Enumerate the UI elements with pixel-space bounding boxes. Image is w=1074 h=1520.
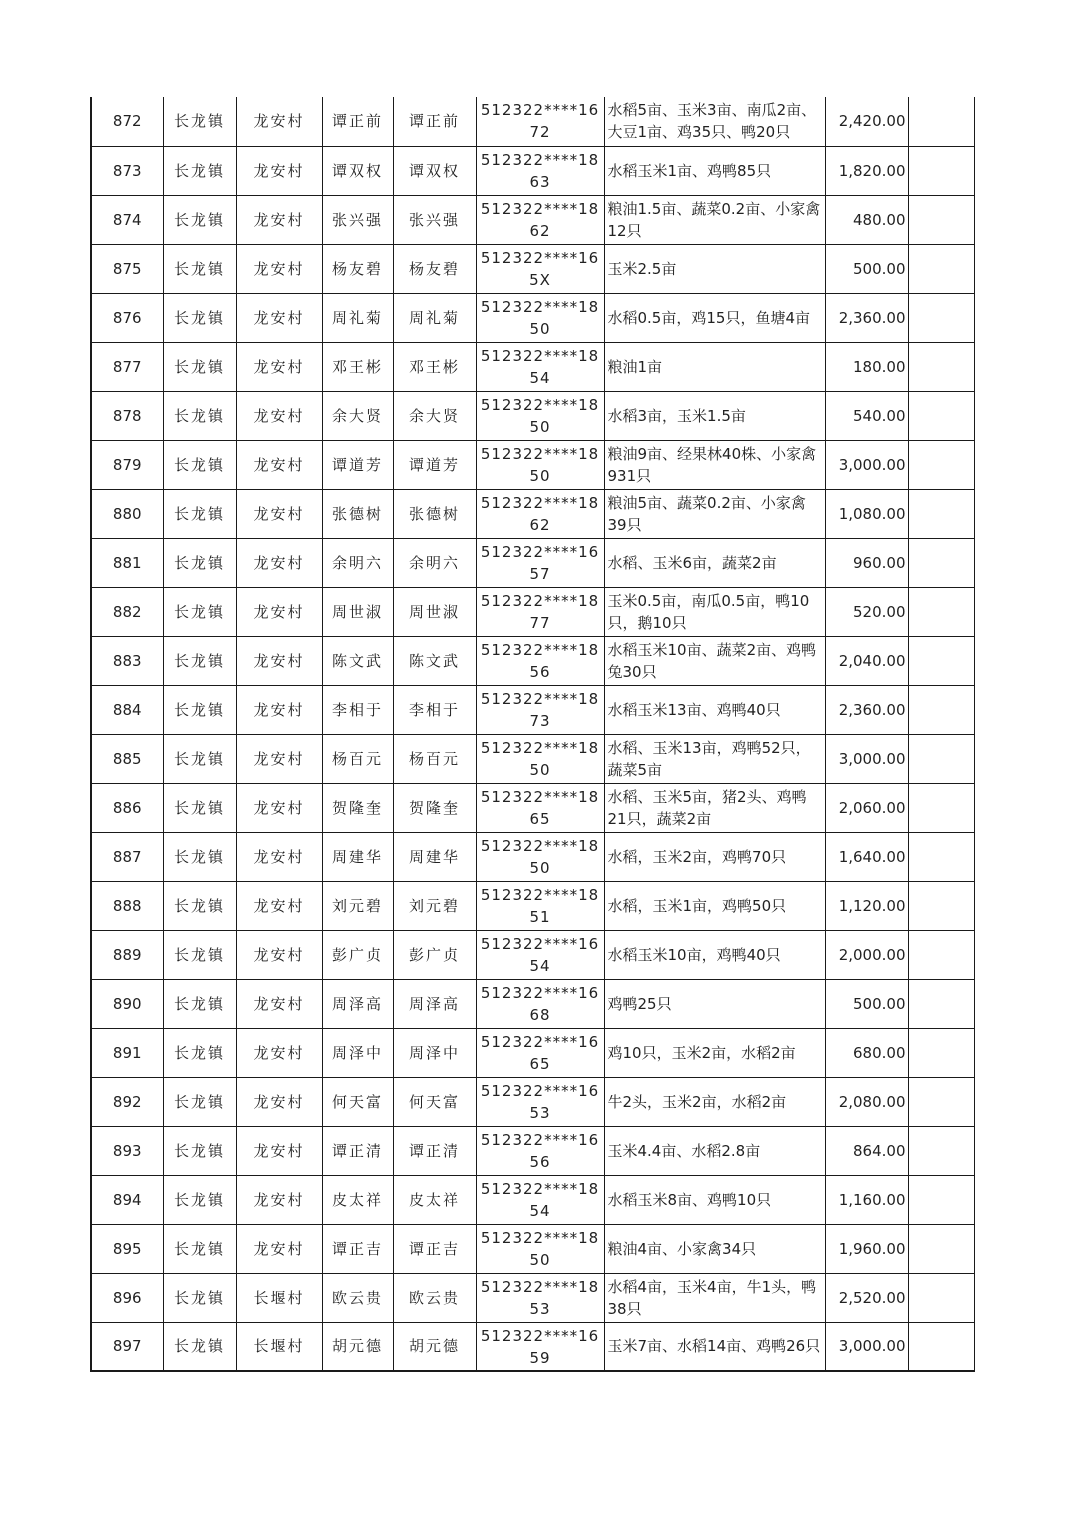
row-number: 879 <box>91 440 163 489</box>
table-row <box>91 881 974 930</box>
village-cell: 龙安村 <box>236 636 322 685</box>
remark-cell <box>908 587 974 636</box>
table-row <box>91 1126 974 1175</box>
village-cell: 长堰村 <box>236 1322 322 1371</box>
amount-cell: 1,080.00 <box>825 489 908 538</box>
village-cell: 龙安村 <box>236 685 322 734</box>
amount-cell: 3,000.00 <box>825 734 908 783</box>
amount-cell: 2,080.00 <box>825 1077 908 1126</box>
amount-cell: 3,000.00 <box>825 440 908 489</box>
amount-cell: 2,420.00 <box>825 97 908 146</box>
name-cell: 贺隆奎 <box>322 783 393 832</box>
village-cell: 龙安村 <box>236 489 322 538</box>
amount-cell: 960.00 <box>825 538 908 587</box>
town-cell: 长龙镇 <box>163 734 236 783</box>
production-description-cell: 玉米4.4亩、水稻2.8亩 <box>604 1126 825 1175</box>
id-number-cell: 512322****1654 <box>476 930 604 979</box>
id-number-cell: 512322****165X <box>476 244 604 293</box>
id-number-cell: 512322****1853 <box>476 1273 604 1322</box>
amount-cell: 1,120.00 <box>825 881 908 930</box>
village-cell: 龙安村 <box>236 1028 322 1077</box>
town-cell: 长龙镇 <box>163 979 236 1028</box>
id-number-cell: 512322****1668 <box>476 979 604 1028</box>
account-holder-cell: 何天富 <box>393 1077 476 1126</box>
remark-cell <box>908 636 974 685</box>
amount-cell: 2,360.00 <box>825 293 908 342</box>
amount-cell: 480.00 <box>825 195 908 244</box>
name-cell: 周建华 <box>322 832 393 881</box>
row-number: 878 <box>91 391 163 440</box>
name-cell: 谭正吉 <box>322 1224 393 1273</box>
village-cell: 龙安村 <box>236 293 322 342</box>
table-row <box>91 195 974 244</box>
id-number-cell: 512322****1856 <box>476 636 604 685</box>
name-cell: 谭道芳 <box>322 440 393 489</box>
table-row <box>91 636 974 685</box>
table-row <box>91 489 974 538</box>
row-number: 874 <box>91 195 163 244</box>
row-number: 877 <box>91 342 163 391</box>
town-cell: 长龙镇 <box>163 1224 236 1273</box>
amount-cell: 520.00 <box>825 587 908 636</box>
id-number-cell: 512322****1862 <box>476 195 604 244</box>
name-cell: 张兴强 <box>322 195 393 244</box>
remark-cell <box>908 783 974 832</box>
table-row <box>91 1322 974 1371</box>
village-cell: 龙安村 <box>236 832 322 881</box>
account-holder-cell: 谭正吉 <box>393 1224 476 1273</box>
village-cell: 龙安村 <box>236 783 322 832</box>
table-row <box>91 1273 974 1322</box>
village-cell: 龙安村 <box>236 1224 322 1273</box>
account-holder-cell: 陈文武 <box>393 636 476 685</box>
row-number: 880 <box>91 489 163 538</box>
village-cell: 龙安村 <box>236 146 322 195</box>
amount-cell: 2,520.00 <box>825 1273 908 1322</box>
town-cell: 长龙镇 <box>163 146 236 195</box>
remark-cell <box>908 97 974 146</box>
amount-cell: 180.00 <box>825 342 908 391</box>
production-description-cell: 水稻玉米8亩、鸡鸭10只 <box>604 1175 825 1224</box>
production-description-cell: 玉米0.5亩，南瓜0.5亩，鸭10只，鹅10只 <box>604 587 825 636</box>
town-cell: 长龙镇 <box>163 587 236 636</box>
production-description-cell: 水稻玉米1亩、鸡鸭85只 <box>604 146 825 195</box>
village-cell: 龙安村 <box>236 538 322 587</box>
remark-cell <box>908 881 974 930</box>
production-description-cell: 水稻0.5亩，鸡15只，鱼塘4亩 <box>604 293 825 342</box>
subsidy-table <box>90 97 975 1372</box>
village-cell: 长堰村 <box>236 1273 322 1322</box>
town-cell: 长龙镇 <box>163 342 236 391</box>
row-number: 893 <box>91 1126 163 1175</box>
remark-cell <box>908 1077 974 1126</box>
id-number-cell: 512322****1865 <box>476 783 604 832</box>
town-cell: 长龙镇 <box>163 440 236 489</box>
row-number: 884 <box>91 685 163 734</box>
town-cell: 长龙镇 <box>163 1077 236 1126</box>
row-number: 894 <box>91 1175 163 1224</box>
table-row <box>91 440 974 489</box>
village-cell: 龙安村 <box>236 881 322 930</box>
id-number-cell: 512322****1854 <box>476 1175 604 1224</box>
production-description-cell: 粮油9亩、经果林40株、小家禽931只 <box>604 440 825 489</box>
name-cell: 彭广贞 <box>322 930 393 979</box>
account-holder-cell: 谭正清 <box>393 1126 476 1175</box>
name-cell: 邓王彬 <box>322 342 393 391</box>
row-number: 876 <box>91 293 163 342</box>
name-cell: 李相于 <box>322 685 393 734</box>
production-description-cell: 水稻5亩、玉米3亩、南瓜2亩、大豆1亩、鸡35只、鸭20只 <box>604 97 825 146</box>
id-number-cell: 512322****1665 <box>476 1028 604 1077</box>
account-holder-cell: 李相于 <box>393 685 476 734</box>
village-cell: 龙安村 <box>236 1175 322 1224</box>
production-description-cell: 水稻，玉米1亩，鸡鸭50只 <box>604 881 825 930</box>
name-cell: 周礼菊 <box>322 293 393 342</box>
remark-cell <box>908 342 974 391</box>
remark-cell <box>908 1273 974 1322</box>
account-holder-cell: 周建华 <box>393 832 476 881</box>
table-row <box>91 97 974 146</box>
town-cell: 长龙镇 <box>163 1175 236 1224</box>
amount-cell: 3,000.00 <box>825 1322 908 1371</box>
account-holder-cell: 邓王彬 <box>393 342 476 391</box>
name-cell: 余明六 <box>322 538 393 587</box>
id-number-cell: 512322****1850 <box>476 391 604 440</box>
table-row <box>91 783 974 832</box>
name-cell: 谭双权 <box>322 146 393 195</box>
production-description-cell: 水稻玉米10亩，鸡鸭40只 <box>604 930 825 979</box>
name-cell: 何天富 <box>322 1077 393 1126</box>
town-cell: 长龙镇 <box>163 685 236 734</box>
name-cell: 胡元德 <box>322 1322 393 1371</box>
name-cell: 陈文武 <box>322 636 393 685</box>
name-cell: 周泽中 <box>322 1028 393 1077</box>
amount-cell: 2,360.00 <box>825 685 908 734</box>
id-number-cell: 512322****1850 <box>476 734 604 783</box>
row-number: 875 <box>91 244 163 293</box>
village-cell: 龙安村 <box>236 979 322 1028</box>
id-number-cell: 512322****1873 <box>476 685 604 734</box>
row-number: 891 <box>91 1028 163 1077</box>
id-number-cell: 512322****1877 <box>476 587 604 636</box>
row-number: 885 <box>91 734 163 783</box>
account-holder-cell: 刘元碧 <box>393 881 476 930</box>
row-number: 889 <box>91 930 163 979</box>
town-cell: 长龙镇 <box>163 1273 236 1322</box>
remark-cell <box>908 195 974 244</box>
table-row <box>91 734 974 783</box>
row-number: 892 <box>91 1077 163 1126</box>
production-description-cell: 粮油5亩、蔬菜0.2亩、小家禽39只 <box>604 489 825 538</box>
village-cell: 龙安村 <box>236 97 322 146</box>
row-number: 873 <box>91 146 163 195</box>
village-cell: 龙安村 <box>236 734 322 783</box>
name-cell: 杨友碧 <box>322 244 393 293</box>
account-holder-cell: 谭正前 <box>393 97 476 146</box>
account-holder-cell: 余大贤 <box>393 391 476 440</box>
account-holder-cell: 胡元德 <box>393 1322 476 1371</box>
row-number: 872 <box>91 97 163 146</box>
account-holder-cell: 余明六 <box>393 538 476 587</box>
name-cell: 谭正前 <box>322 97 393 146</box>
name-cell: 杨百元 <box>322 734 393 783</box>
account-holder-cell: 周礼菊 <box>393 293 476 342</box>
production-description-cell: 水稻、玉米6亩，蔬菜2亩 <box>604 538 825 587</box>
name-cell: 周世淑 <box>322 587 393 636</box>
table-row <box>91 146 974 195</box>
remark-cell <box>908 293 974 342</box>
town-cell: 长龙镇 <box>163 538 236 587</box>
table-body <box>91 97 974 1371</box>
table-row <box>91 1224 974 1273</box>
village-cell: 龙安村 <box>236 391 322 440</box>
town-cell: 长龙镇 <box>163 636 236 685</box>
account-holder-cell: 张德树 <box>393 489 476 538</box>
account-holder-cell: 杨友碧 <box>393 244 476 293</box>
remark-cell <box>908 979 974 1028</box>
id-number-cell: 512322****1862 <box>476 489 604 538</box>
table-row <box>91 391 974 440</box>
id-number-cell: 512322****1854 <box>476 342 604 391</box>
village-cell: 龙安村 <box>236 1126 322 1175</box>
account-holder-cell: 张兴强 <box>393 195 476 244</box>
town-cell: 长龙镇 <box>163 195 236 244</box>
id-number-cell: 512322****1850 <box>476 293 604 342</box>
row-number: 882 <box>91 587 163 636</box>
production-description-cell: 牛2头，玉米2亩，水稻2亩 <box>604 1077 825 1126</box>
row-number: 890 <box>91 979 163 1028</box>
account-holder-cell: 周世淑 <box>393 587 476 636</box>
amount-cell: 1,160.00 <box>825 1175 908 1224</box>
table-row <box>91 244 974 293</box>
account-holder-cell: 彭广贞 <box>393 930 476 979</box>
production-description-cell: 粮油1.5亩、蔬菜0.2亩、小家禽12只 <box>604 195 825 244</box>
account-holder-cell: 周泽高 <box>393 979 476 1028</box>
amount-cell: 1,960.00 <box>825 1224 908 1273</box>
amount-cell: 540.00 <box>825 391 908 440</box>
table-row <box>91 293 974 342</box>
amount-cell: 2,000.00 <box>825 930 908 979</box>
amount-cell: 1,820.00 <box>825 146 908 195</box>
production-description-cell: 玉米7亩、水稻14亩、鸡鸭26只 <box>604 1322 825 1371</box>
table-row <box>91 685 974 734</box>
production-description-cell: 水稻玉米13亩、鸡鸭40只 <box>604 685 825 734</box>
town-cell: 长龙镇 <box>163 1322 236 1371</box>
remark-cell <box>908 1322 974 1371</box>
row-number: 883 <box>91 636 163 685</box>
production-description-cell: 水稻4亩，玉米4亩，牛1头，鸭38只 <box>604 1273 825 1322</box>
row-number: 896 <box>91 1273 163 1322</box>
id-number-cell: 512322****1850 <box>476 1224 604 1273</box>
row-number: 895 <box>91 1224 163 1273</box>
account-holder-cell: 谭双权 <box>393 146 476 195</box>
table-row <box>91 930 974 979</box>
village-cell: 龙安村 <box>236 1077 322 1126</box>
account-holder-cell: 杨百元 <box>393 734 476 783</box>
village-cell: 龙安村 <box>236 244 322 293</box>
production-description-cell: 粮油4亩、小家禽34只 <box>604 1224 825 1273</box>
id-number-cell: 512322****1653 <box>476 1077 604 1126</box>
id-number-cell: 512322****1672 <box>476 97 604 146</box>
remark-cell <box>908 146 974 195</box>
village-cell: 龙安村 <box>236 195 322 244</box>
id-number-cell: 512322****1850 <box>476 440 604 489</box>
town-cell: 长龙镇 <box>163 97 236 146</box>
town-cell: 长龙镇 <box>163 244 236 293</box>
remark-cell <box>908 1028 974 1077</box>
row-number: 888 <box>91 881 163 930</box>
production-description-cell: 水稻玉米10亩、蔬菜2亩、鸡鸭兔30只 <box>604 636 825 685</box>
production-description-cell: 鸡10只，玉米2亩，水稻2亩 <box>604 1028 825 1077</box>
remark-cell <box>908 832 974 881</box>
remark-cell <box>908 391 974 440</box>
id-number-cell: 512322****1863 <box>476 146 604 195</box>
row-number: 897 <box>91 1322 163 1371</box>
production-description-cell: 玉米2.5亩 <box>604 244 825 293</box>
amount-cell: 864.00 <box>825 1126 908 1175</box>
remark-cell <box>908 440 974 489</box>
account-holder-cell: 皮太祥 <box>393 1175 476 1224</box>
name-cell: 皮太祥 <box>322 1175 393 1224</box>
production-description-cell: 鸡鸭25只 <box>604 979 825 1028</box>
table-row <box>91 832 974 881</box>
remark-cell <box>908 244 974 293</box>
id-number-cell: 512322****1657 <box>476 538 604 587</box>
town-cell: 长龙镇 <box>163 1126 236 1175</box>
name-cell: 谭正清 <box>322 1126 393 1175</box>
town-cell: 长龙镇 <box>163 391 236 440</box>
name-cell: 欧云贵 <box>322 1273 393 1322</box>
remark-cell <box>908 1175 974 1224</box>
amount-cell: 500.00 <box>825 979 908 1028</box>
row-number: 886 <box>91 783 163 832</box>
table-row <box>91 538 974 587</box>
id-number-cell: 512322****1851 <box>476 881 604 930</box>
amount-cell: 1,640.00 <box>825 832 908 881</box>
town-cell: 长龙镇 <box>163 489 236 538</box>
production-description-cell: 水稻3亩，玉米1.5亩 <box>604 391 825 440</box>
production-description-cell: 水稻、玉米13亩，鸡鸭52只，蔬菜5亩 <box>604 734 825 783</box>
name-cell: 张德树 <box>322 489 393 538</box>
account-holder-cell: 谭道芳 <box>393 440 476 489</box>
row-number: 887 <box>91 832 163 881</box>
remark-cell <box>908 930 974 979</box>
town-cell: 长龙镇 <box>163 832 236 881</box>
id-number-cell: 512322****1850 <box>476 832 604 881</box>
village-cell: 龙安村 <box>236 587 322 636</box>
remark-cell <box>908 685 974 734</box>
account-holder-cell: 周泽中 <box>393 1028 476 1077</box>
remark-cell <box>908 1126 974 1175</box>
amount-cell: 2,040.00 <box>825 636 908 685</box>
remark-cell <box>908 489 974 538</box>
town-cell: 长龙镇 <box>163 783 236 832</box>
town-cell: 长龙镇 <box>163 293 236 342</box>
table-row <box>91 342 974 391</box>
table-row <box>91 1028 974 1077</box>
amount-cell: 500.00 <box>825 244 908 293</box>
name-cell: 刘元碧 <box>322 881 393 930</box>
amount-cell: 2,060.00 <box>825 783 908 832</box>
village-cell: 龙安村 <box>236 930 322 979</box>
town-cell: 长龙镇 <box>163 1028 236 1077</box>
account-holder-cell: 欧云贵 <box>393 1273 476 1322</box>
village-cell: 龙安村 <box>236 440 322 489</box>
name-cell: 余大贤 <box>322 391 393 440</box>
village-cell: 龙安村 <box>236 342 322 391</box>
remark-cell <box>908 538 974 587</box>
id-number-cell: 512322****1656 <box>476 1126 604 1175</box>
production-description-cell: 水稻，玉米2亩，鸡鸭70只 <box>604 832 825 881</box>
table-row <box>91 979 974 1028</box>
amount-cell: 680.00 <box>825 1028 908 1077</box>
account-holder-cell: 贺隆奎 <box>393 783 476 832</box>
table-row <box>91 1077 974 1126</box>
row-number: 881 <box>91 538 163 587</box>
remark-cell <box>908 734 974 783</box>
production-description-cell: 粮油1亩 <box>604 342 825 391</box>
name-cell: 周泽高 <box>322 979 393 1028</box>
table-row <box>91 1175 974 1224</box>
town-cell: 长龙镇 <box>163 930 236 979</box>
town-cell: 长龙镇 <box>163 881 236 930</box>
production-description-cell: 水稻、玉米5亩，猪2头、鸡鸭21只，蔬菜2亩 <box>604 783 825 832</box>
remark-cell <box>908 1224 974 1273</box>
table-row <box>91 587 974 636</box>
id-number-cell: 512322****1659 <box>476 1322 604 1371</box>
